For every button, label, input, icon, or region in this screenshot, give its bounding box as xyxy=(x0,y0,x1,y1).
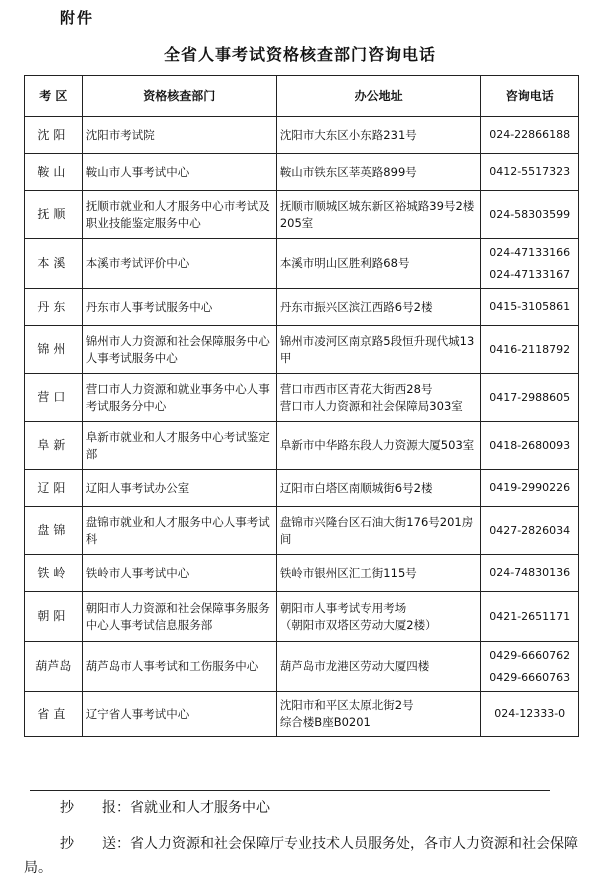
cell-address xyxy=(276,592,481,642)
cell-area: 营口 xyxy=(25,374,83,422)
cell-address xyxy=(276,239,481,289)
phone-number: 0421-2651171 xyxy=(489,609,571,623)
table-row xyxy=(25,642,579,692)
cell-area: 沈阳 xyxy=(25,117,83,154)
phone-number: 0419-2990226 xyxy=(489,481,571,494)
cell-area: 抚顺 xyxy=(25,191,83,239)
address-line: 沈阳市大东区小东路231号 xyxy=(279,127,417,142)
table-row xyxy=(25,470,579,507)
address-line: 综合楼B座B0201 xyxy=(279,715,371,729)
address-line: 铁岭市银州区汇工街115号 xyxy=(279,565,417,580)
cc-send-label: 抄 送： xyxy=(60,836,130,852)
phone-number: 0418-2680093 xyxy=(489,438,571,452)
address-line: 沈阳市和平区太原北街2号 xyxy=(279,698,414,712)
table-row xyxy=(25,191,579,239)
cell-phone xyxy=(481,692,579,737)
column-header-department: 资格核查部门 xyxy=(82,76,276,117)
cell-phone xyxy=(481,117,579,154)
cell-phone xyxy=(481,326,579,374)
cell-area: 辽阳 xyxy=(25,470,83,507)
cell-department: 丹东市人事考试服务中心 xyxy=(82,289,276,326)
table-row xyxy=(25,117,579,154)
cell-phone xyxy=(481,507,579,555)
document-title: 全省人事考试资格核查部门咨询电话 xyxy=(163,45,436,64)
table-row xyxy=(25,289,579,326)
cell-phone xyxy=(481,422,579,470)
cell-address xyxy=(276,154,481,191)
table-row xyxy=(25,374,579,422)
cell-address xyxy=(276,470,481,507)
address-line: 本溪市明山区胜利路68号 xyxy=(279,256,410,270)
address-line: 营口市西市区青花大街西28号 xyxy=(279,381,433,396)
phone-number: 024-22866188 xyxy=(489,128,571,141)
column-header-area: 考 区 xyxy=(25,76,83,117)
phone-number: 024-47133167 xyxy=(489,267,571,281)
address-line: 抚顺市顺城区城东新区裕城路39号2楼205室 xyxy=(279,198,475,230)
address-line: 鞍山市铁东区莘英路899号 xyxy=(279,164,417,179)
cc-report-label: 抄 报： xyxy=(60,800,130,816)
cell-area: 丹东 xyxy=(25,289,83,326)
cell-area: 朝阳 xyxy=(25,592,83,642)
cell-address xyxy=(276,555,481,592)
cc-send-line xyxy=(24,832,584,880)
table-row xyxy=(25,507,579,555)
cell-department: 锦州市人力资源和社会保障服务中心人事考试服务中心 xyxy=(82,326,276,374)
phone-number: 024-74830136 xyxy=(489,566,571,579)
cell-phone xyxy=(481,592,579,642)
cell-phone xyxy=(481,289,579,326)
cell-address xyxy=(276,642,481,692)
address-line: 朝阳市人事考试专用考场 xyxy=(279,600,407,615)
cell-department: 抚顺市就业和人才服务中心市考试及职业技能鉴定服务中心 xyxy=(82,191,276,239)
attachment-label: 附件 xyxy=(60,9,95,27)
phone-number: 0429-6660763 xyxy=(489,670,571,684)
cell-phone xyxy=(481,374,579,422)
footer-divider xyxy=(30,790,550,791)
cell-department: 辽阳人事考试办公室 xyxy=(82,470,276,507)
address-line: 盘锦市兴隆台区石油大街176号201房间 xyxy=(279,514,474,546)
cell-department: 沈阳市考试院 xyxy=(82,117,276,154)
table-row xyxy=(25,239,579,289)
cell-department: 葫芦岛市人事考试和工伤服务中心 xyxy=(82,642,276,692)
address-line: （朝阳市双塔区劳动大厦2楼） xyxy=(279,617,437,632)
cell-phone xyxy=(481,154,579,191)
cell-address xyxy=(276,374,481,422)
table-header-row xyxy=(25,76,579,117)
cell-department: 本溪市考试评价中心 xyxy=(82,239,276,289)
cell-address xyxy=(276,117,481,154)
table-row xyxy=(25,154,579,191)
cell-address xyxy=(276,422,481,470)
phone-number: 0427-2826034 xyxy=(489,523,571,537)
cell-department: 铁岭市人事考试中心 xyxy=(82,555,276,592)
cell-area: 鞍山 xyxy=(25,154,83,191)
cell-address xyxy=(276,191,481,239)
address-line: 丹东市振兴区滨江西路6号2楼 xyxy=(279,299,433,314)
cell-phone xyxy=(481,239,579,289)
table-row xyxy=(25,555,579,592)
cell-department: 朝阳市人力资源和社会保障事务服务中心人事考试信息服务部 xyxy=(82,592,276,642)
address-line: 锦州市凌河区南京路5段恒升现代城13甲 xyxy=(279,333,475,365)
cell-department: 盘锦市就业和人才服务中心人事考试科 xyxy=(82,507,276,555)
cell-area: 本溪 xyxy=(25,239,83,289)
phone-number: 024-12333-0 xyxy=(494,707,566,720)
cell-area: 铁岭 xyxy=(25,555,83,592)
cell-area: 葫芦岛 xyxy=(25,642,83,692)
phone-number: 0417-2988605 xyxy=(489,390,571,404)
cell-department: 阜新市就业和人才服务中心考试鉴定部 xyxy=(82,422,276,470)
cell-address xyxy=(276,326,481,374)
address-line: 辽阳市白塔区南顺城街6号2楼 xyxy=(279,480,433,495)
table-row xyxy=(25,592,579,642)
column-header-address: 办公地址 xyxy=(276,76,481,117)
phone-number: 0429-6660762 xyxy=(489,648,571,662)
cell-area: 盘锦 xyxy=(25,507,83,555)
phone-number: 024-58303599 xyxy=(489,207,571,221)
address-line: 营口市人力资源和社会保障局303室 xyxy=(279,398,463,413)
address-line: 葫芦岛市龙港区劳动大厦四楼 xyxy=(279,659,430,673)
table-row xyxy=(25,422,579,470)
cell-department: 营口市人力资源和就业事务中心人事考试服务分中心 xyxy=(82,374,276,422)
cell-area: 锦州 xyxy=(25,326,83,374)
phone-number: 0416-2118792 xyxy=(489,342,571,356)
cc-send-value: 省人力资源和社会保障厅专业技术人员服务处，各市人力资源和社会保障局。 xyxy=(24,836,578,876)
cell-address xyxy=(276,289,481,326)
phone-number: 0412-5517323 xyxy=(489,165,571,178)
address-line: 阜新市中华路东段人力资源大厦503室 xyxy=(279,438,475,452)
cell-phone xyxy=(481,191,579,239)
cell-area: 阜新 xyxy=(25,422,83,470)
phone-number: 024-47133166 xyxy=(489,245,571,259)
cell-department: 鞍山市人事考试中心 xyxy=(82,154,276,191)
cell-address xyxy=(276,692,481,737)
cell-department: 辽宁省人事考试中心 xyxy=(82,692,276,737)
cell-phone xyxy=(481,642,579,692)
phone-number: 0415-3105861 xyxy=(489,300,571,313)
column-header-phone: 咨询电话 xyxy=(481,76,579,117)
contacts-table xyxy=(24,75,579,737)
cell-area: 省直 xyxy=(25,692,83,737)
cell-address xyxy=(276,507,481,555)
table-row xyxy=(25,692,579,737)
table-row xyxy=(25,326,579,374)
cell-phone xyxy=(481,555,579,592)
cell-phone xyxy=(481,470,579,507)
cc-report-value: 省就业和人才服务中心 xyxy=(130,800,270,816)
cc-report-line xyxy=(24,796,600,820)
